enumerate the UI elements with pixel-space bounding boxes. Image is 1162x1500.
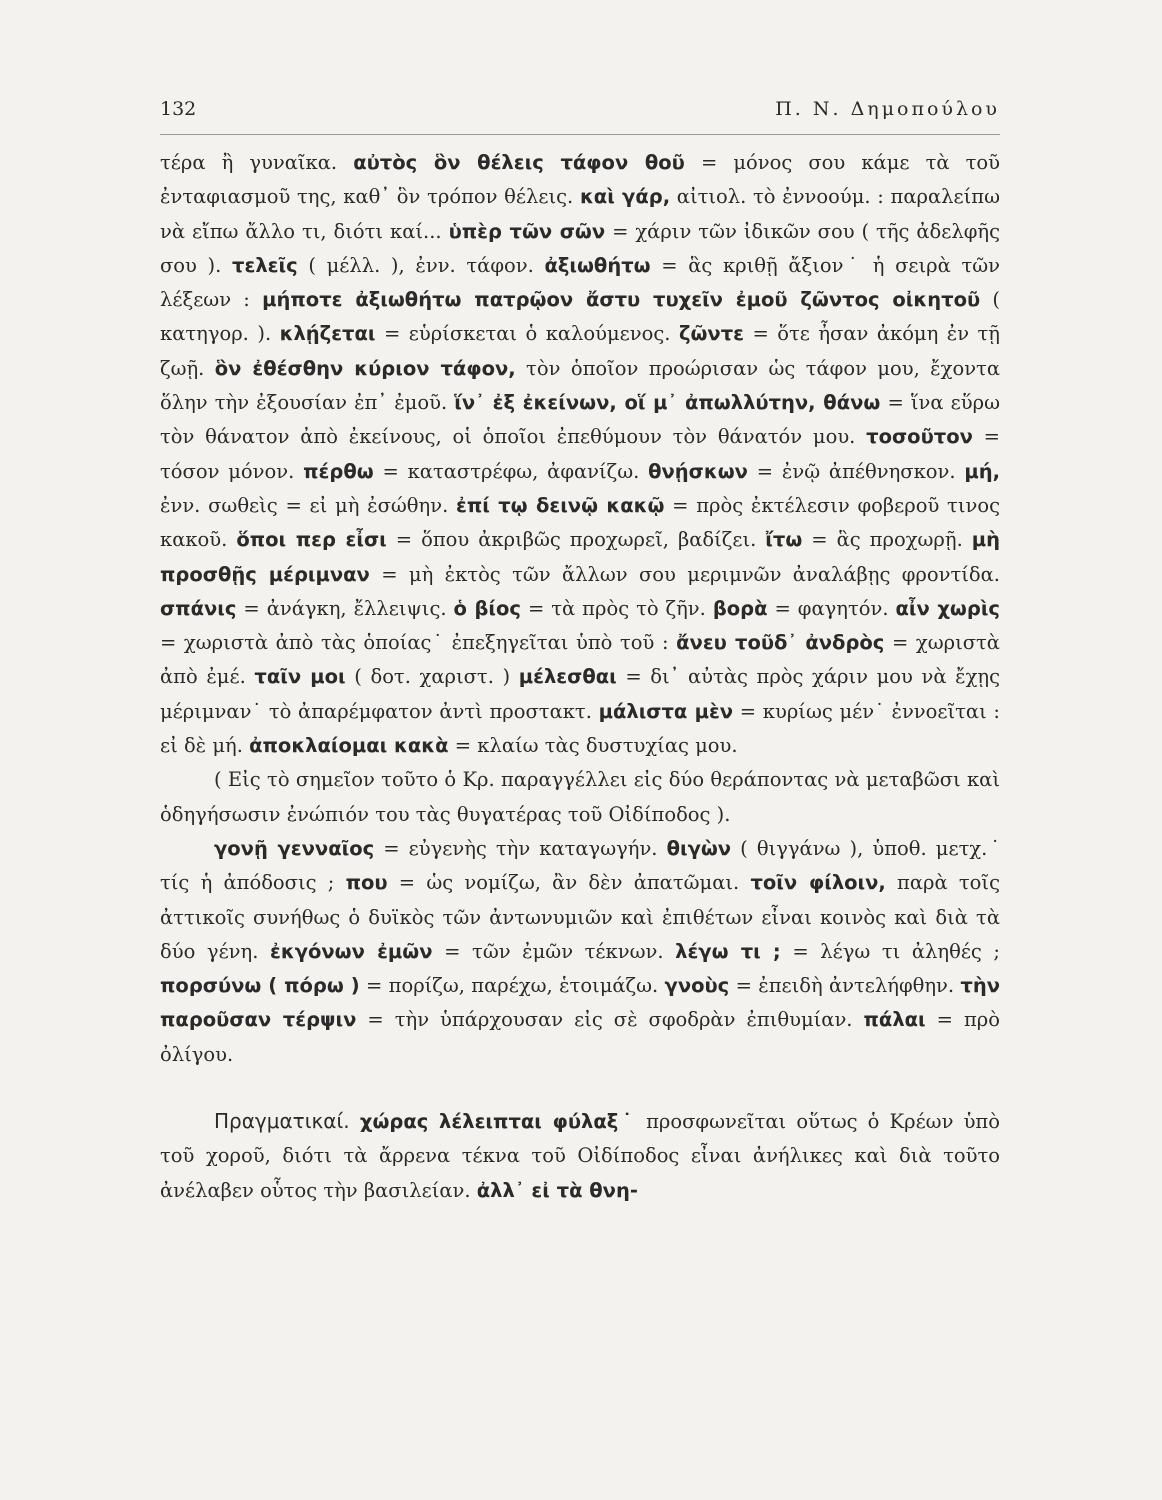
gloss-text: τὸν ὁποῖον προώρισαν ὡς τάφον μου, ἔχοντα ὅλην τὴν ἐξουσίαν ἐπ᾽ ἐμοῦ. <box>160 356 1000 415</box>
gloss-text: = τὴν ὑπάρχουσαν εἰς σὲ σφοδρὰν ἐπιθυμίαν. <box>356 1008 864 1032</box>
gloss-text: = εὐγενὴς τὴν καταγωγήν. <box>374 836 667 860</box>
lemma-term: ταῖν μοι <box>254 665 346 689</box>
lemma-term: ἀλλ᾽ εἰ τὰ θνη- <box>476 1178 638 1202</box>
gloss-text: = πρὸς ἐκτέλεσιν φοβεροῦ τινος κακοῦ. <box>160 493 1000 552</box>
gloss-text: ( Εἰς τὸ σημεῖον τοῦτο ὁ Κρ. παραγγέλλει εἰς δύο θεράποντας νὰ μεταβῶσι καὶ ὁδηγήσωσιν ἐνώπιόν του τὰς θυγατέρας τοῦ Οἰδίποδος ). <box>160 768 1000 826</box>
gloss-text: ( κατηγορ. ). <box>160 288 1000 346</box>
section-heading: Πραγματικαί. <box>214 1109 360 1134</box>
lemma-term: σπάνις <box>160 596 237 620</box>
paragraph <box>160 763 1000 832</box>
lemma-term: βορὰ <box>712 596 768 620</box>
gloss-text: = τῶν ἐμῶν τέκνων. <box>432 939 676 963</box>
lemma-term: τὴν παροῦσαν τέρψιν <box>160 974 1001 1032</box>
gloss-text: = τόσον μόνον. <box>160 425 1000 483</box>
lemma-term: ἀποκλαίομαι κακὰ <box>249 734 449 758</box>
lemma-term: τοῖν φίλοιν, <box>750 871 886 895</box>
gloss-text: = κυρίως μέν˙ ἐννοεῖται : εἰ δὲ μή. <box>160 699 1000 758</box>
gloss-text: = χωριστὰ ἀπὸ ἐμέ. <box>160 631 1000 689</box>
lemma-term: ἵν᾽ ἐξ ἐκείνων, οἵ μ᾽ ἀπωλλύτην, θάνω <box>454 391 881 415</box>
gloss-text: τέρα ἢ γυναῖκα. <box>160 151 354 174</box>
gloss-text: = χάριν τῶν ἰδικῶν σου ( τῆς ἀδελφῆς σου ). <box>160 219 1001 277</box>
gloss-text: = χωριστὰ ἀπὸ τὰς ὁποίας˙ ἐπεξηγεῖται ὑπὸ τοῦ : <box>160 631 677 655</box>
lemma-term: μὴ προσθῇς μέριμναν <box>160 528 1000 586</box>
lemma-term: μάλιστα μὲν <box>598 699 734 723</box>
gloss-text: = ἃς κριθῇ ἄξιον˙ ἡ σειρὰ τῶν λέξεων : <box>160 253 1001 312</box>
gloss-text: = καταστρέφω, ἀφανίζω. <box>373 459 649 483</box>
gloss-text: = λέγω τι ἀληθές ; <box>780 939 1000 963</box>
lemma-term: ἀξιωθήτω <box>544 253 651 277</box>
lemma-term: μήποτε ἀξιωθήτω πατρῷον ἄστυ τυχεῖν ἐμοῦ ζῶντος οἰκητοῦ <box>262 288 981 312</box>
lemma-term: τοσοῦτον <box>866 425 973 449</box>
lemma-term: που <box>345 871 388 895</box>
paragraph <box>160 832 1000 1072</box>
commentary-text <box>160 146 1000 1208</box>
paragraph <box>160 146 1000 763</box>
gloss-text: ( μέλλ. ), ἐνν. τάφον. <box>297 253 545 277</box>
lemma-term: χώρας λέλειπται φύλαξ˙ <box>359 1110 636 1134</box>
gloss-text: = μὴ ἐκτὸς τῶν ἄλλων σου μεριμνῶν ἀναλάβῃς φροντίδα. <box>369 562 1001 586</box>
gloss-text: = εὑρίσκεται ὁ καλούμενος. <box>375 322 679 346</box>
gloss-text: = ἃς προχωρῇ. <box>802 528 972 552</box>
lemma-term: μή, <box>964 459 1000 483</box>
lemma-term: ζῶντε <box>678 322 745 346</box>
gloss-text: προσφωνεῖται οὕτως ὁ Κρέων ὑπὸ τοῦ χοροῦ, διότι τὰ ἄρρενα τέκνα τοῦ Οἰδίποδος εἶναι ἀνήλικες καὶ διὰ τοῦτο ἀνέλαβεν οὗτος τὴν βασιλείαν. <box>160 1110 1000 1202</box>
lemma-term: αἶν χωρὶς <box>895 596 1000 620</box>
lemma-term: ἄνευ τοῦδ᾽ ἀνδρὸς <box>676 631 885 655</box>
gloss-text: = ὅπου ἀκριβῶς προχωρεῖ, βαδίζει. <box>386 528 766 552</box>
page-header <box>160 98 1000 135</box>
gloss-text: = κλαίω τὰς δυστυχίας μου. <box>448 734 738 758</box>
gloss-text: = ὡς νομίζω, ἂν δὲν ἀπατῶμαι. <box>387 871 751 895</box>
gloss-text: = ἐπειδὴ ἀντελήφθην. <box>729 974 961 998</box>
lemma-term: ὑπὲρ τῶν σῶν <box>448 219 606 243</box>
section-spacer <box>160 1072 1000 1104</box>
gloss-text: = ἐνῷ ἀπέθνησκον. <box>747 459 965 483</box>
lemma-term: λέγω τι ; <box>675 939 781 963</box>
lemma-term: ἐκγόνων ἐμῶν <box>270 939 433 963</box>
lemma-term: πάλαι <box>863 1008 926 1032</box>
lemma-term: αὐτὸς ὃν θέλεις τάφον θοῦ <box>353 151 685 174</box>
gloss-text: = ὅτε ἦσαν ἀκόμη ἐν τῇ ζωῇ. <box>160 322 1000 380</box>
gloss-text: ( δοτ. χαριστ. ) <box>345 665 519 689</box>
lemma-term: θνῄσκων <box>648 459 748 483</box>
lemma-term: ὁ βίος <box>453 596 521 620</box>
gloss-text: = μόνος σου κάμε τὰ τοῦ ἐνταφιασμοῦ της, καθ᾽ ὃν τρόπον θέλεις. <box>160 151 1000 209</box>
lemma-term: καὶ γάρ, <box>579 185 671 209</box>
running-head: Π. Ν. Δημοπούλου <box>775 98 1000 120</box>
lemma-term: θιγὼν <box>666 836 732 860</box>
lemma-term: ὃν ἐθέσθην κύριον τάφον, <box>214 356 516 380</box>
lemma-term: πορσύνω ( πόρω ) <box>160 974 360 998</box>
lemma-term: τελεῖς <box>232 253 298 277</box>
lemma-term: μέλεσθαι <box>518 665 617 689</box>
lemma-term: ἐπί τῳ δεινῷ κακῷ <box>456 493 665 517</box>
gloss-text: = φαγητόν. <box>767 596 896 620</box>
lemma-term: γνοὺς <box>664 974 730 998</box>
lemma-term: γονῇ γενναῖος <box>214 836 375 860</box>
gloss-text: = πορίζω, παρέχω, ἑτοιμάζω. <box>359 974 665 998</box>
gloss-text: = ἀνάγκη, ἔλλειψις. <box>236 596 454 620</box>
gloss-text: = πρὸ ὀλίγου. <box>160 1008 1000 1066</box>
gloss-text: ( θιγγάνω ), ὑποθ. μετχ.˙ τίς ἡ ἀπόδοσις ; <box>160 836 1000 895</box>
gloss-text: = ἵνα εὕρω τὸν θάνατον ἀπὸ ἐκείνους, οἱ ὁποῖοι ἐπεθύμουν τὸν θάνατόν μου. <box>160 391 1000 449</box>
lemma-term: πέρθω <box>303 459 374 483</box>
gloss-text: = τὰ πρὸς τὸ ζῆν. <box>521 596 713 620</box>
lemma-term: ὅποι περ εἶσι <box>236 528 387 552</box>
page-number: 132 <box>160 98 197 120</box>
gloss-text: = δι᾽ αὐτὰς πρὸς χάριν μου νὰ ἔχῃς μέριμναν˙ τὸ ἀπαρέμφατον ἀντὶ προστακτ. <box>160 665 1000 723</box>
lemma-term: κλῄζεται <box>279 322 376 346</box>
lemma-term: ἴτω <box>765 528 803 552</box>
gloss-text: ἐνν. σωθεὶς = εἰ μὴ ἐσώθην. <box>160 493 457 517</box>
paragraph <box>160 1104 1000 1208</box>
gloss-text: αἰτιολ. τὸ ἐννοούμ. : παραλείπω νὰ εἴπω ἄλλο τι, διότι καί... <box>160 185 1000 243</box>
gloss-text: παρὰ τοῖς ἀττικοῖς συνήθως ὁ δυϊκὸς τῶν ἀντωνυμιῶν καὶ ἐπιθέτων εἶναι κοινὸς καὶ διὰ τὰ δύο γένη. <box>160 871 1000 963</box>
